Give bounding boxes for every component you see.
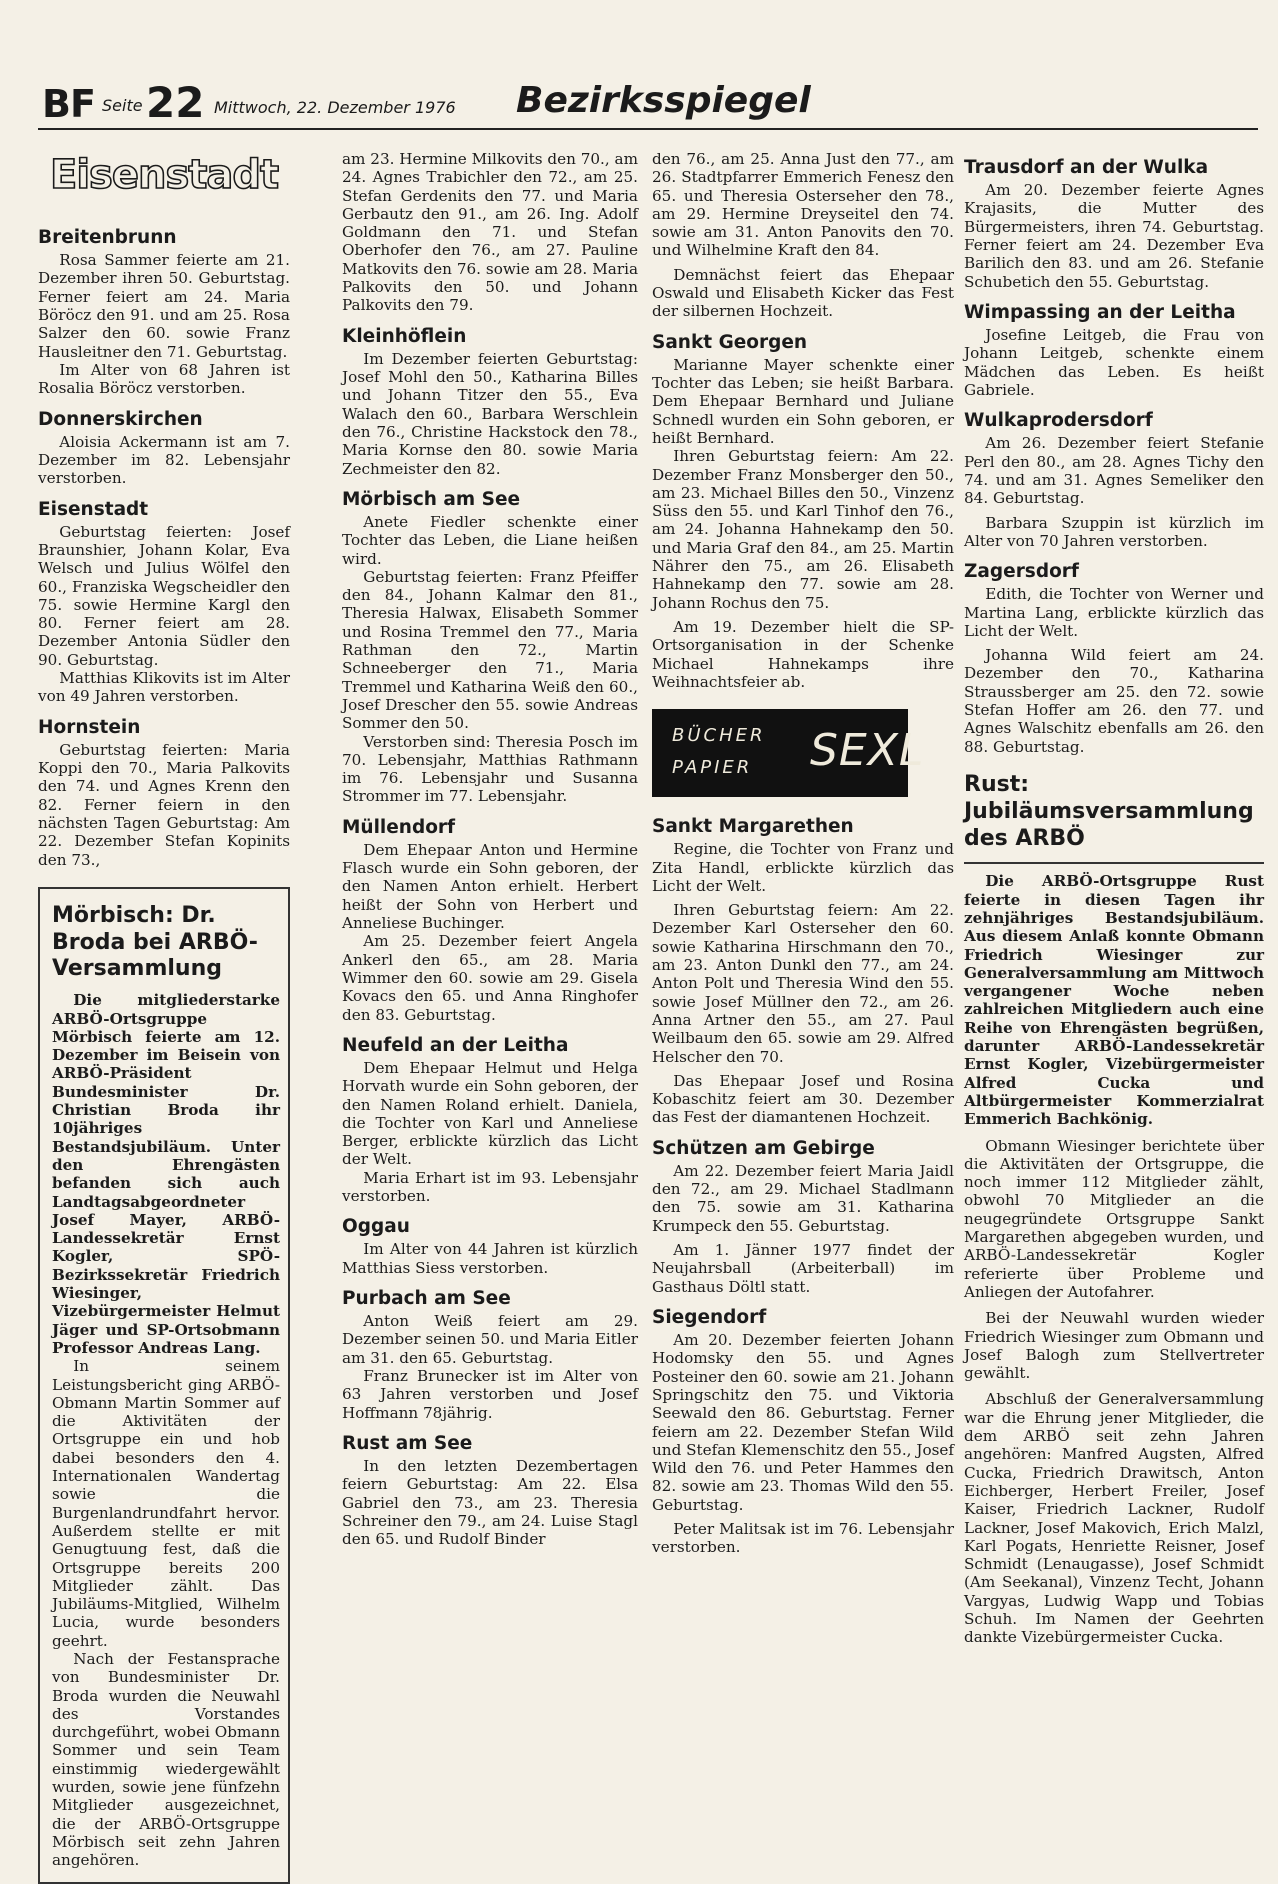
article-text: den 76., am 25. Anna Just den 77., am 26. Stadtpfarrer Emmerich Fenesz den 65. und Theresia Osterseher den 78., am 29. Hermine Dreyseitel den 74. sowie am 31. Anton Panovits den 70. und Wilhelmine Kraft den 84. xyxy=(652,150,954,260)
rust-article-lead: Die ARBÖ-Ortsgruppe Rust feierte in diesen Tagen ihr zehnjähriges Bestandsjubiläum. Aus diesem Anlaß konnte Obmann Friedrich Wiesinger zur Generalversammlung am Mittwoch vergangener Woche neben zahlreichen Mitgliedern auch eine Reihe von Ehrengästen begrüßen, darunter ARBÖ-Landessekretär Ernst Kogler, Vizebürgermeister Alfred Cucka und Altbürgermeister Kommerzialrat Emmerich Bachkönig. xyxy=(964,872,1264,1129)
article-text: am 23. Hermine Milkovits den 70., am 24. Agnes Trabichler den 72., am 25. Stefan Gerdenits den 77. und Maria Gerbautz den 91., am 26. Ing. Adolf Goldmann den 71. und Stefan Oberhofer den 76., am 27. Pauline Matkovits den 76. sowie am 28. Maria Palkovits den 50. und Johann Palkovits den 79. xyxy=(342,150,638,315)
column-1 xyxy=(38,150,290,1884)
article-heading: Eisenstadt xyxy=(38,498,149,520)
article-text: Johanna Wild feiert am 24. Dezember den 70., Katharina Straussberger am 25. den 72. sowie Stefan Hoffer am 26. den 77. und Agnes Walschitz ebenfalls am 26. den 88. Geburtstag. xyxy=(964,646,1264,756)
advertisement xyxy=(652,709,925,797)
article-text: Franz Brunecker ist im Alter von 63 Jahren verstorben und Josef Hoffmann 78jährig. xyxy=(342,1367,638,1422)
boxed-article-headline: Mörbisch: Dr. Broda bei ARBÖ-Versammlung xyxy=(52,902,258,982)
article-text: Anete Fiedler schenkte einer Tochter das Leben, die Liane heißen wird. xyxy=(342,513,638,568)
article-heading: Kleinhöflein xyxy=(342,325,467,347)
article-text: Am 19. Dezember hielt die SP-Ortsorganisation in der Schenke Michael Hahnekamps ihre Weihnachtsfeier ab. xyxy=(652,617,954,691)
ad-brand: SEXL xyxy=(810,725,925,777)
article-text: Am 20. Dezember feierten Johann Hodomsky den 55. und Agnes Posteiner den 60. sowie am 21. Johann Springschitz den 75. und Viktoria Seewald den 86. Geburtstag. Ferner feiern am 22. Dezember Stefan Wild und Stefan Klemenschitz den 55., Josef Wild den 76. und Peter Hammes den 82. sowie am 23. Thomas Wild den 55. Geburtstag. xyxy=(652,1331,954,1514)
article-text: Geburtstag feierten: Franz Pfeiffer den 84., Johann Kalmar den 81., Theresia Halwax, Elisabeth Sommer und Rosina Tremmel den 77., Maria Rathman den 72., Martin Schneeberger den 71., Maria Tremmel und Katharina Weiß den 60., Josef Drescher den 55. sowie Andreas Sommer den 50. xyxy=(342,567,638,733)
article-heading: Trausdorf an der Wulka xyxy=(964,157,1209,178)
article-text: Edith, die Tochter von Werner und Martina Lang, erblickte kürzlich das Licht der Welt. xyxy=(964,585,1264,640)
rust-article-headline: Rust: Jubiläumsversammlung des ARBÖ xyxy=(964,771,1254,851)
page-label: Seite xyxy=(102,96,143,115)
article-heading: Hornstein xyxy=(38,716,141,738)
article-heading: Oggau xyxy=(342,1216,410,1238)
article-text: Dem Ehepaar Helmut und Helga Horvath wurde ein Sohn geboren, der den Namen Roland erhielt. Daniela, die Tochter von Karl und Anneliese Berger, erblickte kürzlich das Licht der Welt. xyxy=(342,1058,638,1169)
article-text: Matthias Klikovits ist im Alter von 49 Jahren verstorben. xyxy=(38,669,290,706)
article-text: Ihren Geburtstag feiern: Am 22. Dezember Karl Osterseher den 60. sowie Katharina Hirschmann den 70., am 23. Anton Dunkl den 77., am 24. Anton Polt und Theresia Wind den 55. sowie Josef Müllner den 72., am 26. Anna Artner den 55., am 27. Paul Weilbaum den 65. sowie am 29. Alfred Helscher den 70. xyxy=(652,901,954,1066)
article-heading: Wulkaprodersdorf xyxy=(964,410,1153,432)
article-text: Peter Malitsak ist im 76. Lebensjahr verstorben. xyxy=(652,1520,954,1557)
article-text: Geburtstag feierten: Maria Koppi den 70., Maria Palkovits den 74. und Agnes Krenn den 82. Ferner feiern in den nächsten Tagen Geburtstag: Am 22. Dezember Stefan Kopinits den 73., xyxy=(38,740,290,869)
article-text: Verstorben sind: Theresia Posch im 70. Lebensjahr, Matthias Rathmann im 76. Lebensjahr und Susanna Strommer im 77. Lebensjahr. xyxy=(342,732,638,806)
article-heading: Sankt Margarethen xyxy=(652,816,854,838)
article-heading: Donnerskirchen xyxy=(38,408,203,430)
article-heading: Schützen am Gebirge xyxy=(652,1137,875,1159)
article-text: Das Ehepaar Josef und Rosina Kobaschitz feiert am 30. Dezember das Fest der diamantenen Hochzeit. xyxy=(652,1071,954,1127)
ad-line-2: PAPIER xyxy=(672,757,753,779)
column-2 xyxy=(342,150,638,1549)
article-text: Barbara Szuppin ist kürzlich im Alter von 70 Jahren verstorben. xyxy=(964,513,1264,550)
article-text: Marianne Mayer schenkte einer Tochter das Leben; sie heißt Barbara. Dem Ehepaar Bernhard und Juliane Schnedl wurden ein Sohn geboren, er heißt Bernhard. xyxy=(652,355,954,447)
boxed-article-lead: Die mitgliederstarke ARBÖ-Ortsgruppe Mörbisch feierte am 12. Dezember im Beisein von ARBÖ-Präsident Bundesminister Dr. Christian Broda ihr 10jähriges Bestandsjubiläum. Unter den Ehrengästen befanden sich auch Landtagsabgeordneter Josef Mayer, ARBÖ-Landessekretär Ernst Kogler, SPÖ-Bezirkssekretär Friedrich Wiesinger, Vizebürgermeister Helmut Jäger und SP-Ortsobmann Professor Andreas Lang. xyxy=(52,991,280,1357)
article-text: Am 20. Dezember feierte Agnes Krajasits, die Mutter des Bürgermeisters, ihren 74. Geburtstag. Ferner feiert am 24. Dezember Eva Barilich den 83. und am 26. Stefanie Schubetich den 55. Geburtstag. xyxy=(964,181,1264,291)
article-text: Abschluß der Generalversammlung war die Ehrung jener Mitglieder, die dem ARBÖ seit zehn Jahren angehören: Manfred Augsten, Alfred Cucka, Friedrich Drawitsch, Anton Eichberger, Herbert Freiler, Josef Kaiser, Friedrich Lackner, Rudolf Lackner, Josef Makovich, Erich Malzl, Karl Pogats, Henriette Reisner, Josef Schmidt (Lenaugasse), Josef Schmidt (Am Seekanal), Vinzenz Techt, Johann Vargyas, Ludwig Wapp und Tobias Schuh. Im Namen der Geehrten dankte Vizebürgermeister Cucka. xyxy=(964,1390,1264,1647)
article-text: In den letzten Dezembertagen feiern Geburtstag: Am 22. Elsa Gabriel den 73., am 23. Theresia Schreiner den 79., am 24. Luise Stagl den 65. und Rudolf Binder xyxy=(342,1457,638,1549)
article-text: Am 22. Dezember feiert Maria Jaidl den 72., am 29. Michael Stadlmann den 75. sowie am 31. Katharina Krumpeck den 55. Geburtstag. xyxy=(652,1161,954,1235)
ad-line-1: BÜCHER xyxy=(672,725,766,747)
article-text: Im Alter von 44 Jahren ist kürzlich Matthias Siess verstorben. xyxy=(342,1240,638,1277)
newspaper-logo: BF xyxy=(42,82,95,126)
section-title: Bezirksspiegel xyxy=(516,80,811,121)
article-text: Dem Ehepaar Anton und Hermine Flasch wurde ein Sohn geboren, der den Namen Anton erhielt. Herbert heißt der Sohn von Herbert und Anneliese Buchinger. xyxy=(342,840,638,933)
article-text: Nach der Festansprache von Bundesminister Dr. Broda wurden die Neuwahl des Vorstandes durchgeführt, wobei Obmann Sommer und sein Team einstimmig wiedergewählt wurden, sowie jene fünfzehn Mitglieder ausgezeichnet, die der ARBÖ-Ortsgruppe Mörbisch seit zehn Jahren angehören. xyxy=(52,1649,280,1870)
article-text: Regine, die Tochter von Franz und Zita Handl, erblickte kürzlich das Licht der Welt. xyxy=(652,840,954,895)
article-heading: Siegendorf xyxy=(652,1306,767,1328)
article-heading: Mörbisch am See xyxy=(342,488,521,510)
article-heading: Rust am See xyxy=(342,1432,473,1454)
article-text: Am 26. Dezember feiert Stefanie Perl den 80., am 28. Agnes Tichy den 74. und am 31. Agnes Semeliker den 84. Geburtstag. xyxy=(964,434,1264,508)
column-3 xyxy=(652,150,954,1557)
article-heading: Neufeld an der Leitha xyxy=(342,1034,569,1056)
article-text: In seinem Leistungsbericht ging ARBÖ-Obmann Martin Sommer auf die Aktivitäten der Ortsgruppe ein und hob dabei besonders den 4. Internationalen Wandertag sowie die Burgenlandrundfahrt hervor. Außerdem stellte er mit Genugtuung fest, daß die Ortsgruppe bereits 200 Mitglieder zählt. Das Jubiläums-Mitglied, Wilhelm Lucia, wurde besonders geehrt. xyxy=(52,1357,280,1650)
article-heading: Sankt Georgen xyxy=(652,331,808,353)
article-text: Maria Erhart ist im 93. Lebensjahr verstorben. xyxy=(342,1168,638,1206)
article-text: Am 25. Dezember feiert Angela Ankerl den 65., am 28. Maria Wimmer den 60. sowie am 29. Gisela Kovacs den 65. und Anna Ringhofer den 83. Geburtstag. xyxy=(342,932,638,1024)
article-text: Am 1. Jänner 1977 findet der Neujahrsball (Arbeiterball) im Gasthaus Döltl statt. xyxy=(652,1241,954,1296)
headline-rule xyxy=(964,862,1264,864)
article-text: Im Alter von 68 Jahren ist Rosalia Böröcz verstorben. xyxy=(38,360,290,398)
article-text: Ihren Geburtstag feiern: Am 22. Dezember Franz Monsberger den 50., am 23. Michael Billes den 50., Vinzenz Süss den 55. und Karl Tinhof den 76., am 24. Johanna Hahnekamp den 50. und Maria Graf den 84., am 25. Martin Nährer den 75., am 26. Elisabeth Hahnekamp den 77. sowie am 28. Johann Rochus den 75. xyxy=(652,447,954,612)
article-heading: Müllendorf xyxy=(342,816,456,838)
district-heading: Eisenstadt xyxy=(50,152,279,198)
article-heading: Breitenbrunn xyxy=(38,227,177,248)
article-text: Aloisia Ackermann ist am 7. Dezember im 82. Lebensjahr verstorben. xyxy=(38,432,290,488)
article-heading: Zagersdorf xyxy=(964,561,1079,583)
article-text: Im Dezember feierten Geburtstag: Josef Mohl den 50., Katharina Billes und Johann Titzer den 55., Eva Walach den 60., Barbara Werschlein den 76., Christine Hackstock den 78., Maria Kornse den 80. sowie Maria Zechmeister den 82. xyxy=(342,349,638,478)
issue-date: Mittwoch, 22. Dezember 1976 xyxy=(214,98,456,117)
masthead-rule xyxy=(38,128,1258,130)
article-text: Bei der Neuwahl wurden wieder Friedrich Wiesinger zum Obmann und Josef Balogh zum Stellvertreter gewählt. xyxy=(964,1309,1264,1383)
article-heading: Purbach am See xyxy=(342,1288,511,1310)
article-text: Geburtstag feierten: Josef Braunshier, Johann Kolar, Eva Welsch und Julius Wölfel den 60., Franziska Wegscheidler den 75. sowie Hermine Kargl den 80. Ferner feiert am 28. Dezember Antonia Südler den 90. Geburtstag. xyxy=(38,522,290,669)
column-4 xyxy=(964,150,1264,1647)
article-text: Anton Weiß feiert am 29. Dezember seinen 50. und Maria Eitler am 31. den 65. Geburtstag. xyxy=(342,1312,638,1367)
article-text: Josefine Leitgeb, die Frau von Johann Leitgeb, schenkte einem Mädchen das Leben. Es heißt Gabriele. xyxy=(964,326,1264,399)
article-text: Rosa Sammer feierte am 21. Dezember ihren 50. Geburtstag. Ferner feiert am 24. Maria Böröcz den 91. und am 25. Rosa Salzer den 60. sowie Franz Hausleitner den 71. Geburtstag. xyxy=(38,251,290,361)
article-heading: Wimpassing an der Leitha xyxy=(964,301,1236,323)
article-text: Obmann Wiesinger berichtete über die Aktivitäten der Ortsgruppe, die noch immer 112 Mitglieder zählt, obwohl 70 Mitglieder an die neugegründete Ortsgruppe Sankt Margarethen abgegeben wurden, und ARBÖ-Landessekretär Kogler referierte über Probleme und Anliegen der Autofahrer. xyxy=(964,1136,1264,1301)
boxed-article xyxy=(38,887,290,1884)
page-number: 22 xyxy=(146,78,205,127)
masthead xyxy=(38,72,1258,132)
article-text: Demnächst feiert das Ehepaar Oswald und Elisabeth Kicker das Fest der silbernen Hochzeit. xyxy=(652,265,954,321)
